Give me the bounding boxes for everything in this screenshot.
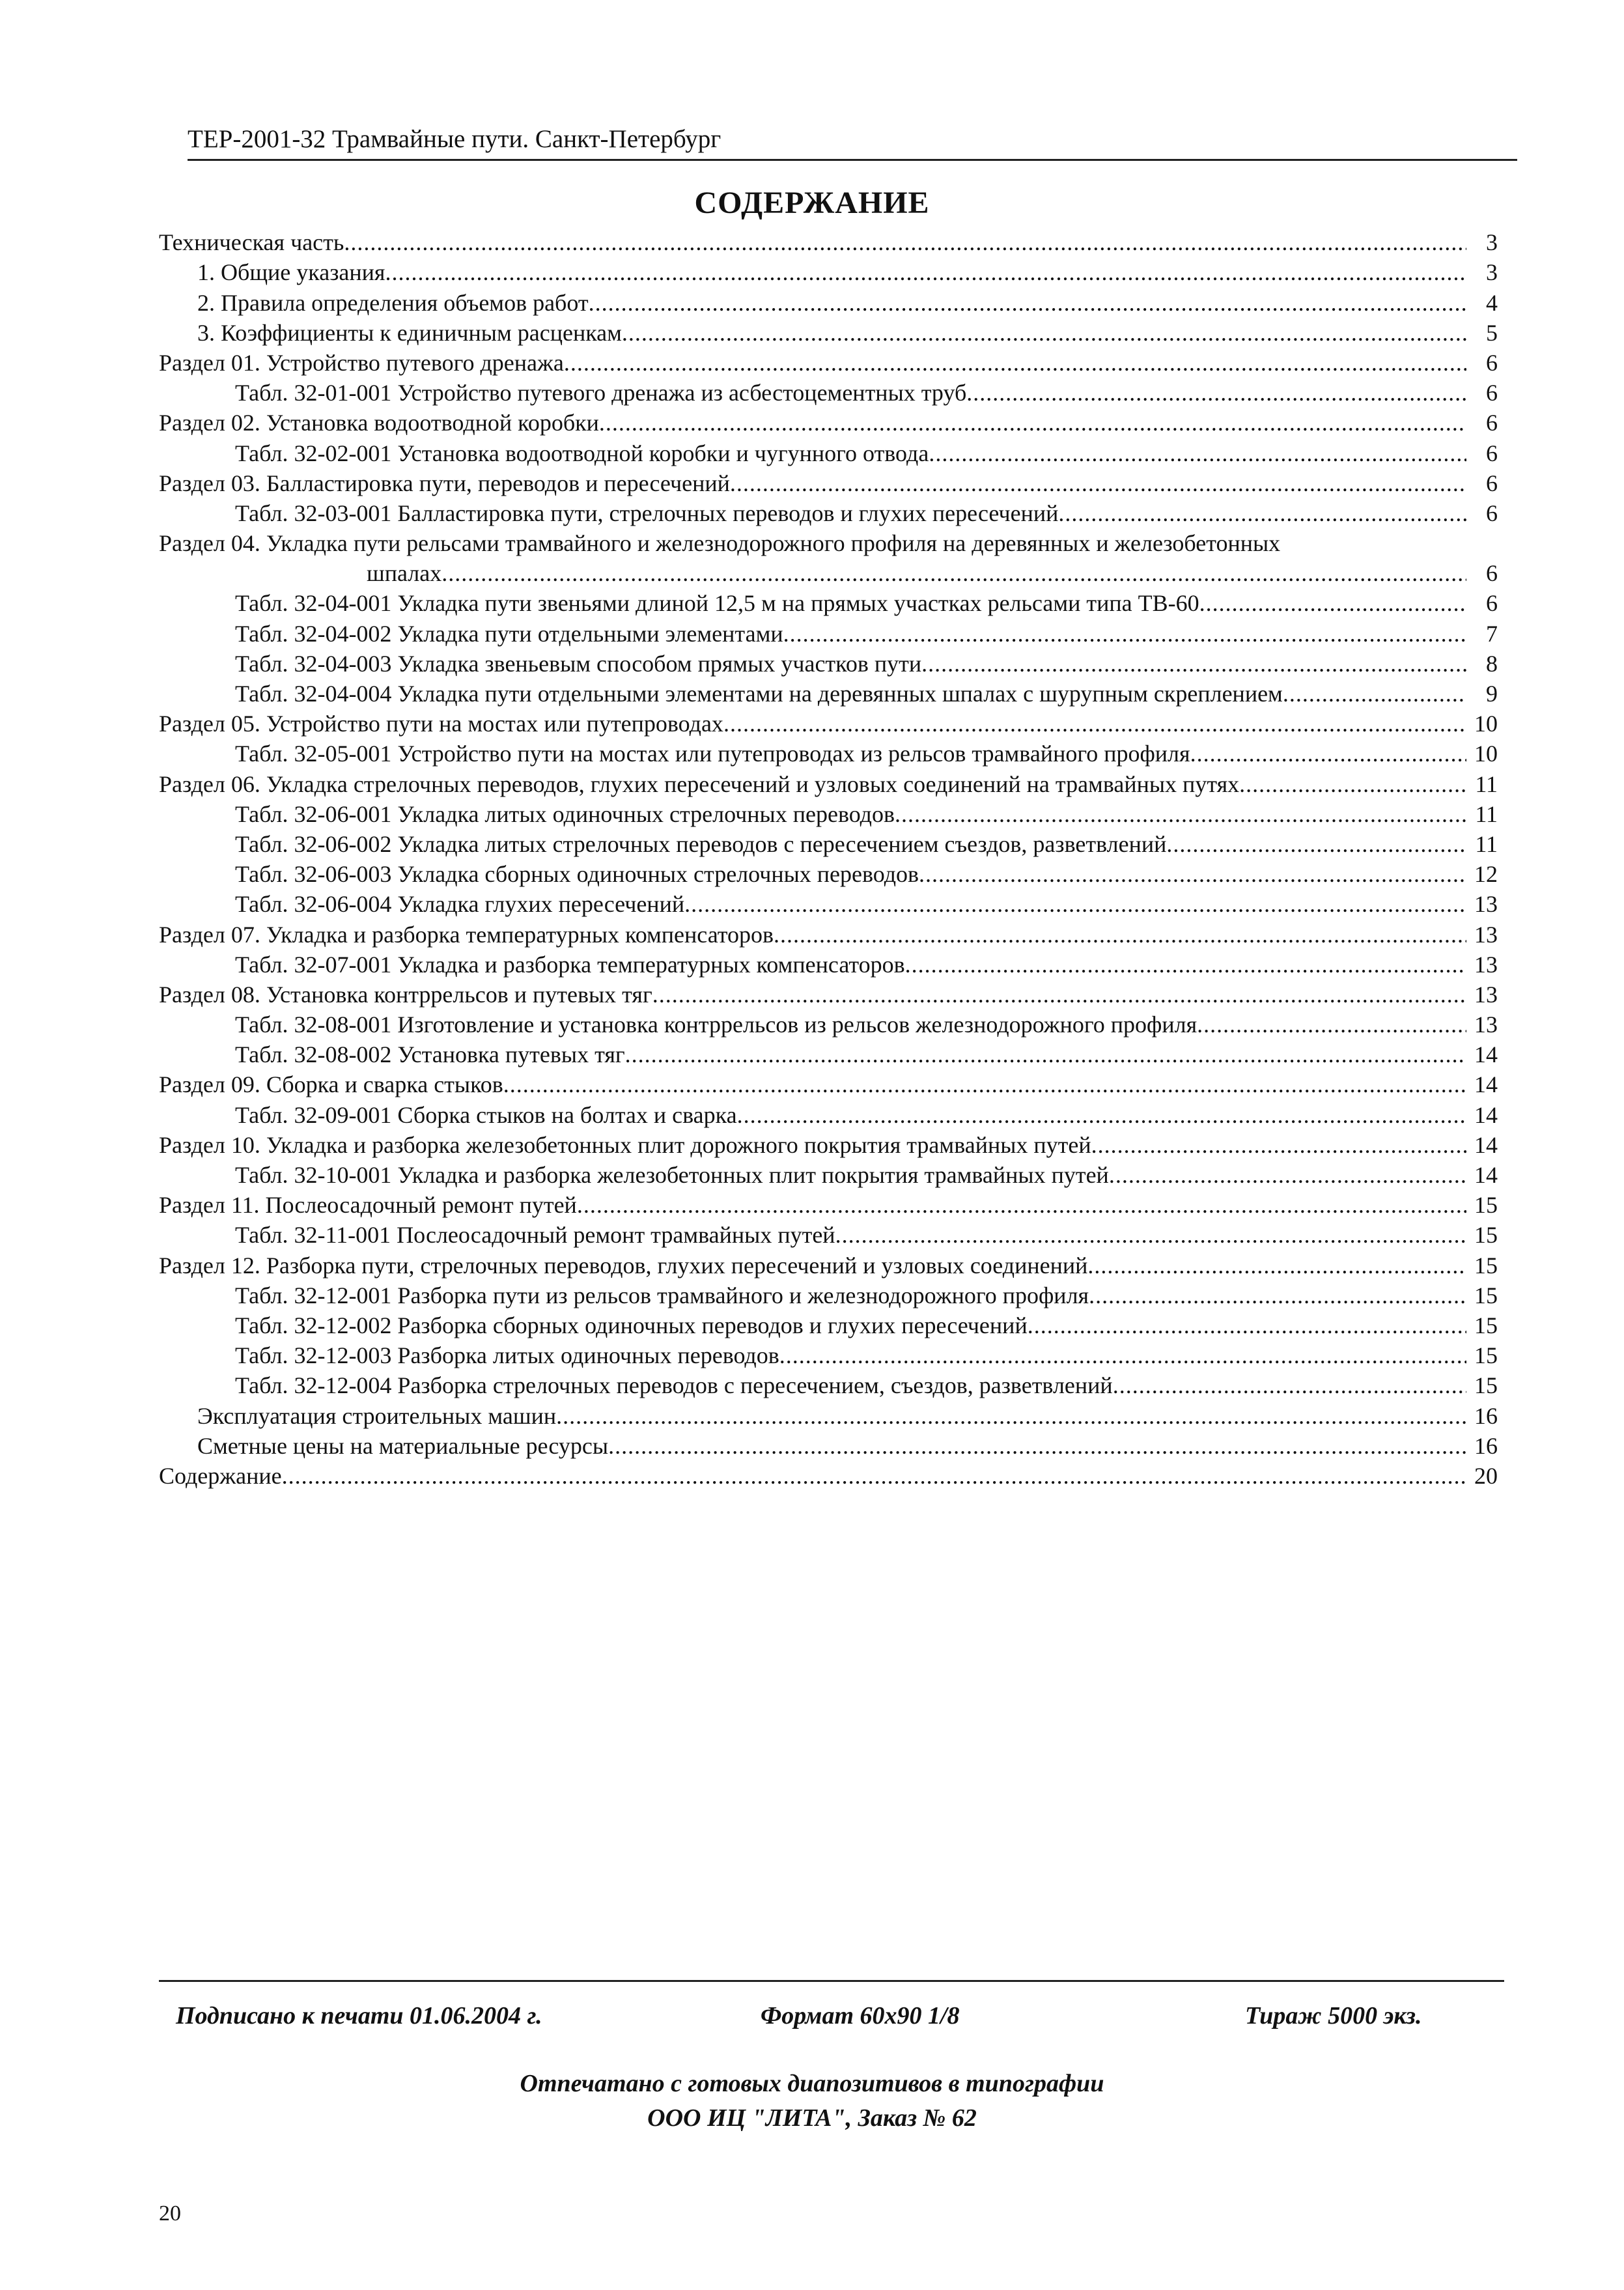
dot-leader [441, 558, 1466, 588]
dot-leader [1199, 588, 1466, 618]
dot-leader [1109, 1160, 1466, 1190]
toc-entry-title: Табл. 32-12-003 Разборка литых одиночных переводов [235, 1342, 779, 1369]
toc-entry [159, 1190, 1498, 1220]
dot-leader [905, 950, 1466, 980]
toc-entry-title: Табл. 32-12-004 Разборка стрелочных переводов с пересечением, съездов, разветвлений [235, 1372, 1113, 1399]
toc-entry [159, 1010, 1498, 1039]
toc-entry-title: Табл. 32-11-001 Послеосадочный ремонт трамвайных путей [235, 1222, 835, 1249]
dot-leader [1113, 1370, 1466, 1400]
toc-page-number: 13 [1474, 921, 1498, 948]
toc-page-number: 5 [1486, 319, 1498, 346]
toc-entry [159, 528, 1498, 588]
toc-entry-title: Техническая часть [159, 229, 344, 256]
toc-entry [159, 1250, 1498, 1280]
toc-page-number: 14 [1474, 1162, 1498, 1189]
toc-entry [159, 889, 1498, 919]
dot-leader [895, 799, 1466, 829]
toc-page-number: 6 [1486, 470, 1498, 496]
dot-leader [1091, 1130, 1466, 1160]
toc-entry [159, 227, 1498, 257]
toc-entry-title: Раздел 11. Послеосадочный ремонт путей [159, 1192, 577, 1219]
toc-entry-title: Раздел 01. Устройство путевого дренажа [159, 349, 564, 376]
dot-leader [652, 980, 1466, 1010]
toc-entry [159, 649, 1498, 679]
toc-entry-title: Табл. 32-08-001 Изготовление и установка контррельсов из рельсов железнодорожного профиля [235, 1011, 1197, 1038]
dot-leader [1190, 739, 1466, 769]
running-header: ТЕР-2001-32 Трамвайные пути. Санкт-Петербург [188, 120, 1517, 161]
toc-page-number: 14 [1474, 1101, 1498, 1128]
toc-entry-title: Табл. 32-04-004 Укладка пути отдельными элементами на деревянных шпалах с шурупным скреплением [235, 681, 1283, 707]
toc-entry-title: Табл. 32-01-001 Устройство путевого дренажа из асбестоцементных труб [235, 380, 967, 406]
toc-page-number: 11 [1475, 770, 1498, 797]
toc-entry [159, 1310, 1498, 1340]
toc-entry-title: Табл. 32-04-001 Укладка пути звеньями длиной 12,5 м на прямых участках рельсами типа ТВ-60 [235, 590, 1199, 617]
toc-page-number: 15 [1474, 1192, 1498, 1219]
toc-page-number: 10 [1474, 741, 1498, 767]
toc-page-number: 11 [1475, 800, 1498, 827]
toc-entry [159, 679, 1498, 709]
dot-leader [622, 318, 1466, 348]
toc-entry-title: Раздел 07. Укладка и разборка температурных компенсаторов [159, 921, 774, 948]
dot-leader [723, 709, 1466, 739]
toc-page-number: 16 [1474, 1432, 1498, 1459]
toc-page-number: 13 [1474, 981, 1498, 1008]
toc-page-number: 4 [1486, 289, 1498, 316]
footer-divider [159, 1980, 1504, 1982]
toc-entry-title: Табл. 32-12-002 Разборка сборных одиночных переводов и глухих пересечений [235, 1312, 1028, 1338]
toc-entry [159, 1130, 1498, 1160]
toc-entry-title: Табл. 32-06-004 Укладка глухих пересечений [235, 891, 685, 918]
printing-note: Отпечатано с готовых диапозитивов в типографии [520, 2070, 1104, 2097]
dot-leader [835, 1220, 1466, 1250]
dot-leader [779, 1340, 1466, 1370]
toc-entry-title: Табл. 32-03-001 Балластировка пути, стрелочных переводов и глухих пересечений [235, 500, 1059, 526]
toc-entry [159, 1431, 1498, 1461]
toc-page-number: 9 [1486, 681, 1498, 707]
toc-entry [159, 318, 1498, 348]
toc-page-number: 13 [1474, 891, 1498, 918]
toc-page-number: 14 [1474, 1131, 1498, 1158]
dot-leader [1166, 829, 1466, 859]
toc-entry [159, 1461, 1498, 1491]
toc-entry-title: 3. Коэффициенты к единичным расценкам [197, 319, 622, 346]
toc-entry-title: Табл. 32-04-002 Укладка пути отдельными элементами [235, 620, 783, 647]
dot-leader [966, 378, 1466, 408]
toc-entry [159, 799, 1498, 829]
toc-page-number: 20 [1474, 1462, 1498, 1489]
toc-entry [159, 348, 1498, 378]
toc-page-number: 13 [1474, 1011, 1498, 1038]
toc-entry [159, 1039, 1498, 1069]
toc-entry-title: Раздел 03. Балластировка пути, переводов и пересечений [159, 470, 730, 496]
toc-entry-title: Раздел 02. Установка водоотводной коробки [159, 410, 599, 436]
dot-leader [282, 1461, 1466, 1491]
toc-entry-title: Табл. 32-02-001 Установка водоотводной коробки и чугунного отвода [235, 440, 929, 466]
dot-leader [1087, 1251, 1466, 1280]
toc-entry [159, 980, 1498, 1010]
dot-leader [929, 438, 1466, 468]
table-of-contents [159, 227, 1498, 1491]
toc-entry-title: Табл. 32-08-002 Установка путевых тяг [235, 1041, 625, 1068]
toc-entry-title: Раздел 06. Укладка стрелочных переводов, глухих пересечений и узловых соединений на трамвайных путях [159, 770, 1240, 797]
toc-page-number: 13 [1474, 951, 1498, 978]
toc-page-number: 6 [1486, 410, 1498, 436]
toc-entry-title: Раздел 10. Укладка и разборка железобетонных плит дорожного покрытия трамвайных путей [159, 1131, 1091, 1158]
toc-page-number: 14 [1474, 1071, 1498, 1098]
toc-page-number: 15 [1474, 1252, 1498, 1279]
toc-entry-title: Раздел 08. Установка контррельсов и путевых тяг [159, 981, 652, 1008]
toc-page-number: 15 [1474, 1222, 1498, 1249]
toc-entry-title: Табл. 32-12-001 Разборка пути из рельсов трамвайного и железнодорожного профиля [235, 1282, 1089, 1308]
printer-order: ООО ИЦ "ЛИТА", Заказ № 62 [647, 2104, 977, 2132]
toc-entry [159, 739, 1498, 769]
toc-entry [159, 468, 1498, 498]
toc-page-number: 6 [1486, 380, 1498, 406]
toc-entry [159, 378, 1498, 408]
dot-leader [684, 889, 1466, 919]
toc-entry [159, 1340, 1498, 1370]
toc-entry-title: Табл. 32-09-001 Сборка стыков на болтах и сварка [235, 1101, 737, 1128]
toc-page-number: 6 [1486, 500, 1498, 526]
toc-entry-title: Раздел 09. Сборка и сварка стыков [159, 1071, 503, 1098]
toc-entry [159, 1370, 1498, 1400]
toc-page-number: 15 [1474, 1342, 1498, 1369]
toc-page-number: 6 [1486, 349, 1498, 376]
toc-entry-title: 2. Правила определения объемов работ [197, 289, 589, 316]
toc-entry-title-continued: шпалах [367, 560, 442, 587]
toc-page-number: 3 [1486, 259, 1498, 286]
toc-entry-title: Раздел 05. Устройство пути на мостах или путепроводах [159, 711, 723, 737]
toc-entry-title: Раздел 12. Разборка пути, стрелочных переводов, глухих пересечений и узловых соединений [159, 1252, 1088, 1279]
dot-leader [344, 227, 1466, 257]
dot-leader [737, 1100, 1466, 1130]
dot-leader [589, 288, 1466, 318]
toc-page-number: 6 [1486, 560, 1498, 587]
toc-entry [159, 1099, 1498, 1129]
toc-entry [159, 1069, 1498, 1099]
toc-page-number: 3 [1486, 229, 1498, 256]
dot-leader [1028, 1310, 1466, 1340]
toc-entry [159, 618, 1498, 648]
toc-entry-title: Табл. 32-07-001 Укладка и разборка температурных компенсаторов [235, 951, 905, 978]
toc-entry [159, 1400, 1498, 1430]
toc-entry [159, 919, 1498, 949]
page-title: СОДЕРЖАНИЕ [694, 186, 930, 220]
toc-page-number: 8 [1486, 650, 1498, 677]
dot-leader [625, 1039, 1466, 1069]
dot-leader [919, 859, 1466, 889]
toc-page-number: 6 [1486, 590, 1498, 617]
paper-format: Формат 60х90 1/8 [761, 2002, 960, 2029]
toc-entry-title: Содержание [159, 1462, 282, 1489]
toc-entry-title: Табл. 32-06-002 Укладка литых стрелочных переводов с пересечением съездов, разветвлений [235, 830, 1167, 857]
toc-entry [159, 1160, 1498, 1190]
dot-leader [774, 920, 1466, 950]
toc-entry [159, 438, 1498, 468]
dot-leader [577, 1190, 1466, 1220]
toc-page-number: 12 [1474, 861, 1498, 888]
toc-entry-title: Сметные цены на материальные ресурсы [197, 1432, 609, 1459]
dot-leader [564, 348, 1466, 378]
dot-leader [921, 649, 1466, 679]
dot-leader [1283, 679, 1466, 709]
toc-entry [159, 588, 1498, 618]
dot-leader [1239, 769, 1466, 799]
toc-page-number: 7 [1486, 620, 1498, 647]
page-number: 20 [159, 2201, 181, 2226]
print-run: Тираж 5000 экз. [1245, 2002, 1422, 2029]
toc-page-number: 14 [1474, 1041, 1498, 1068]
toc-entry [159, 859, 1498, 889]
toc-entry [159, 287, 1498, 317]
dot-leader [599, 408, 1466, 438]
toc-page-number: 15 [1474, 1372, 1498, 1399]
toc-entry-title: Эксплуатация строительных машин [197, 1402, 557, 1429]
toc-entry [159, 1280, 1498, 1310]
toc-entry-title: 1. Общие указания [197, 259, 385, 286]
dot-leader [1058, 498, 1466, 528]
signed-for-print: Подписано к печати 01.06.2004 г. [176, 2002, 542, 2029]
toc-entry-title: Табл. 32-04-003 Укладка звеньевым способом прямых участков пути [235, 650, 922, 677]
toc-entry [159, 498, 1498, 528]
toc-page-number: 10 [1474, 711, 1498, 737]
toc-entry-title: Раздел 04. Укладка пути рельсами трамвайного и железнодорожного профиля на деревянных и железобетонных [159, 530, 1281, 556]
toc-page-number: 16 [1474, 1402, 1498, 1429]
dot-leader [730, 468, 1466, 498]
toc-page-number: 15 [1474, 1282, 1498, 1308]
toc-entry-title: Табл. 32-05-001 Устройство пути на мостах или путепроводах из рельсов трамвайного профиля [235, 741, 1190, 767]
toc-page-number: 11 [1475, 830, 1498, 857]
toc-entry-title: Табл. 32-06-003 Укладка сборных одиночных стрелочных переводов [235, 861, 919, 888]
toc-page-number: 15 [1474, 1312, 1498, 1338]
toc-entry [159, 769, 1498, 799]
dot-leader [1089, 1280, 1466, 1310]
dot-leader [503, 1069, 1466, 1099]
dot-leader [1197, 1010, 1466, 1039]
toc-entry-title: Табл. 32-10-001 Укладка и разборка железобетонных плит покрытия трамвайных путей [235, 1162, 1109, 1189]
dot-leader [608, 1431, 1466, 1461]
toc-entry [159, 709, 1498, 739]
toc-entry [159, 829, 1498, 859]
toc-entry [159, 257, 1498, 287]
dot-leader [385, 257, 1467, 287]
toc-page-number: 6 [1486, 440, 1498, 466]
toc-entry-title: Табл. 32-06-001 Укладка литых одиночных стрелочных переводов [235, 800, 895, 827]
toc-entry [159, 408, 1498, 438]
dot-leader [556, 1401, 1466, 1431]
toc-entry [159, 950, 1498, 980]
toc-entry [159, 1220, 1498, 1250]
dot-leader [783, 619, 1466, 649]
